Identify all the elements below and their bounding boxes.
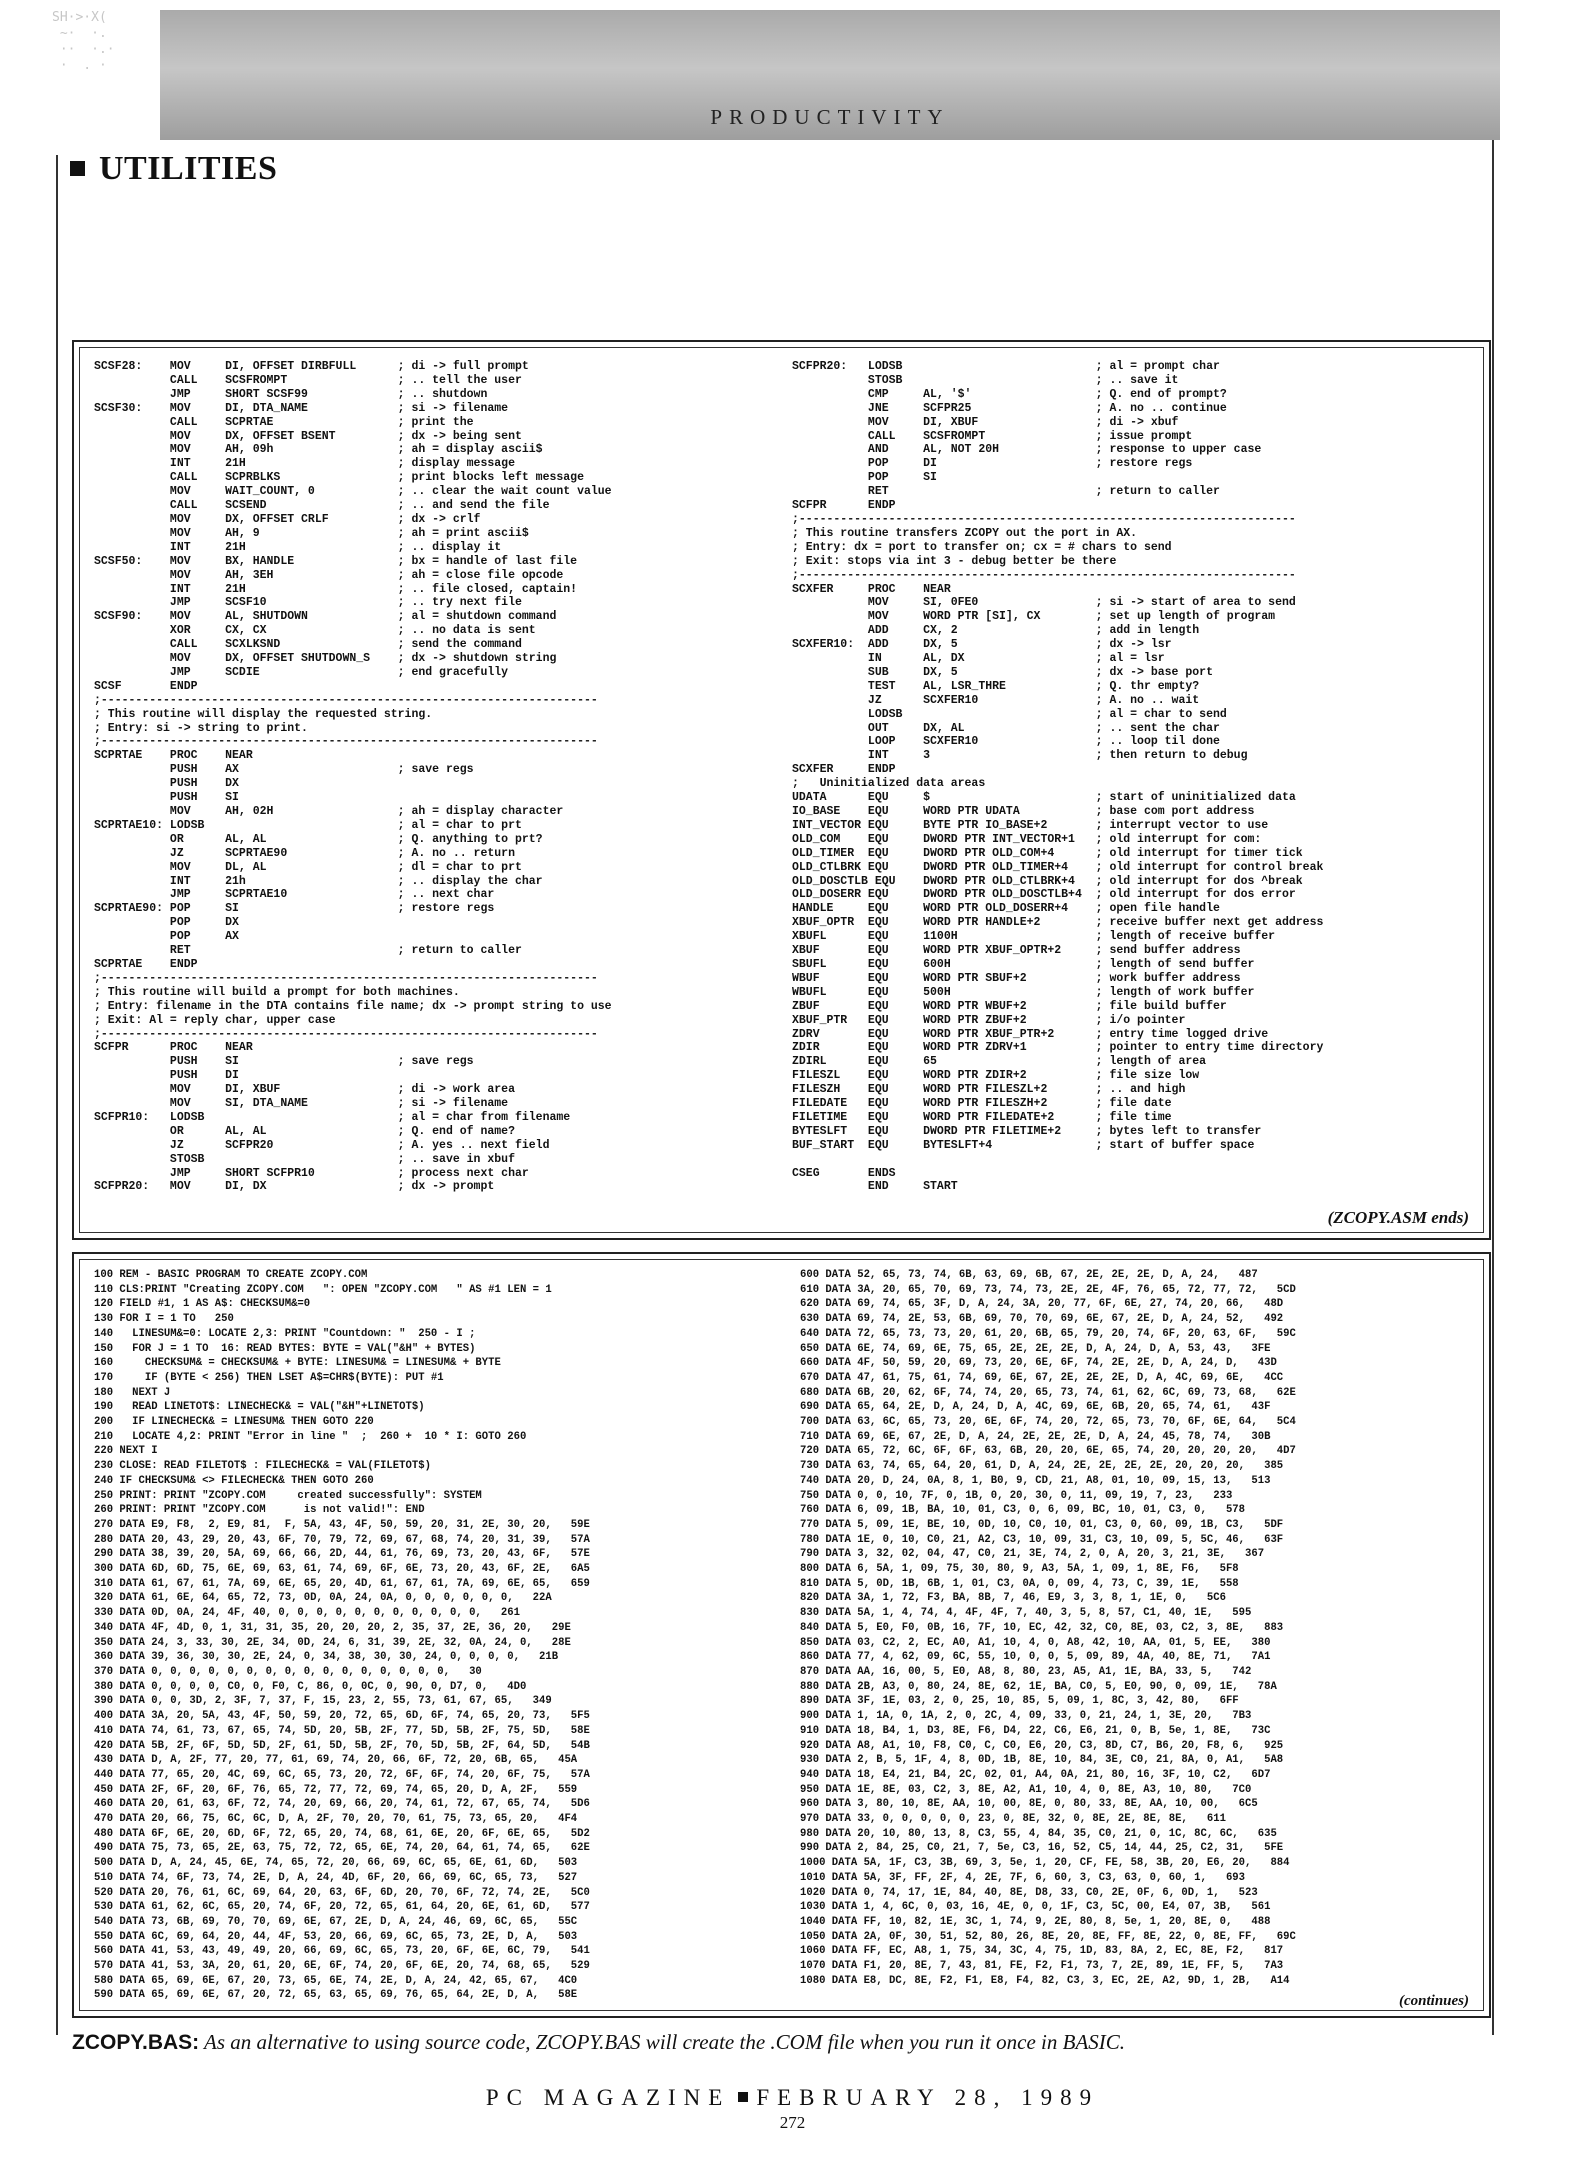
category-heading (70, 150, 277, 188)
asm-end-tag: (ZCOPY.ASM ends) (1327, 1208, 1469, 1227)
bas-listing-box (72, 1252, 1491, 2018)
caption-text: As an alternative to using source code, ZCOPY.BAS will create the .COM file when you run it once in BASIC. (199, 2030, 1126, 2054)
scan-artifact: SH·>·X( ~· ·. ·· ·.· · . · (52, 10, 115, 73)
bas-listing-left: 100 REM - BASIC PROGRAM TO CREATE ZCOPY.COM 110 CLS:PRINT "Creating ZCOPY.COM ": OPEN "ZCOPY.COM " AS #1 LEN = 1 120 FIELD #1, 1 AS A$: CHECKSUM&=0 130 FOR I = 1 TO 250 140 LINESUM&=0: LOCATE 2,3: PRINT "Countdown: " 250 - I ; 150 FOR J = 1 TO 16: READ BYTES: BYTE = VAL("&H" + BYTES) 160 CHECKSUM& = CHECKSUM& + BYTE: LINESUM& = LINESUM& + BYTE 170 IF (BYTE < 256) THEN LSET A$=CHR$(BYTE): PUT #1 180 NEXT J 190 READ LINETOT$: LINECHECK& = VAL("&H"+LINETOT$) 200 IF LINECHECK& = LINESUM& THEN GOTO 220 210 LOCATE 4,2: PRINT "Error in line " ; 260 + 10 * I: GOTO 260 220 NEXT I 230 CLOSE: READ FILETOT$ : FILECHECK& = VAL(FILETOT$) 240 IF CHECKSUM& <> FILECHECK& THEN GOTO 260 250 PRINT: PRINT "ZCOPY.COM created successfully": SYSTEM 260 PRINT: PRINT "ZCOPY.COM is not valid!": END 270 DATA E9, F8, 2, E9, 81, F, 5A, 43, 4F, 50, 59, 20, 31, 2E, 30, 20, 59E 280 DATA 20, 43, 29, 20, 43, 6F, 70, 79, 72, 69, 67, 68, 74, 20, 31, 39, 57A 290 DATA 38, 39, 20, 5A, 69, 66, 66, 2D, 44, 61, 76, 69, 73, 20, 43, 6F, 57E 300 DATA 6D, 6D, 75, 6E, 69, 63, 61, 74, 69, 6F, 6E, 73, 20, 43, 6F, 2E, 6A5 310 DATA 61, 67, 61, 7A, 69, 6E, 65, 20, 4D, 61, 67, 61, 7A, 69, 6E, 65, 659 320 DATA 61, 6E, 64, 65, 72, 73, 0D, 0A, 24, 0A, 0, 0, 0, 0, 0, 0, 22A 330 DATA 0D, 0A, 24, 4F, 40, 0, 0, 0, 0, 0, 0, 0, 0, 0, 0, 0, 261 340 DATA 4F, 4D, 0, 1, 31, 31, 35, 20, 20, 20, 2, 35, 37, 2E, 36, 20, 29E 350 DATA 24, 3, 33, 30, 2E, 34, 0D, 24, 6, 31, 39, 2E, 32, 0A, 24, 0, 28E 360 DATA 39, 36, 30, 30, 2E, 24, 0, 34, 38, 30, 30, 24, 0, 0, 0, 0, 21B 370 DATA 0, 0, 0, 0, 0, 0, 0, 0, 0, 0, 0, 0, 0, 0, 0, 0, 30 380 DATA 0, 0, 0, 0, C0, 0, F0, C, 86, 0, 0C, 0, 90, 0, D7, 0, 4D0 390 DATA 0, 0, 3D, 2, 3F, 7, 37, F, 15, 23, 2, 55, 73, 61, 67, 65, 349 400 DATA 3A, 20, 5A, 43, 4F, 50, 59, 20, 72, 65, 6D, 6F, 74, 65, 20, 73, 5F5 410 DATA 74, 61, 73, 67, 65, 74, 5D, 20, 5B, 2F, 77, 5D, 5B, 2F, 75, 5D, 58E 420 DATA 5B, 2F, 6F, 5D, 5D, 2F, 61, 5D, 5B, 2F, 70, 5D, 5B, 2F, 64, 5D, 54B 430 DATA D, A, 2F, 77, 20, 77, 61, 69, 74, 20, 66, 6F, 72, 20, 6B, 65, 45A 440 DATA 77, 65, 20, 4C, 69, 6C, 65, 73, 20, 72, 6F, 6F, 74, 20, 6F, 75, 57A 450 DATA 2F, 6F, 20, 6F, 76, 65, 72, 77, 72, 69, 74, 65, 20, D, A, 2F, 559 460 DATA 20, 61, 63, 6F, 72, 74, 20, 69, 66, 20, 74, 61, 72, 67, 65, 74, 5D6 470 DATA 20, 66, 75, 6C, 6C, D, A, 2F, 70, 20, 70, 61, 75, 73, 65, 20, 4F4 480 DATA 6F, 6E, 20, 6D, 6F, 72, 65, 20, 74, 68, 61, 6E, 20, 6F, 6E, 65, 5D2 490 DATA 75, 73, 65, 2E, 63, 75, 72, 72, 65, 6E, 74, 20, 64, 61, 74, 65, 62E 500 DATA D, A, 24, 45, 6E, 74, 65, 72, 20, 66, 69, 6C, 65, 6E, 61, 6D, 503 510 DATA 74, 6F, 73, 74, 2E, D, A, 24, 4D, 6F, 20, 66, 69, 6C, 65, 73, 527 520 DATA 20, 76, 61, 6C, 69, 64, 20, 63, 6F, 6D, 20, 70, 6F, 72, 74, 2E, 5C0 530 DATA 61, 62, 6C, 65, 20, 74, 6F, 20, 72, 65, 61, 64, 20, 6E, 61, 6D, 577 540 DATA 73, 6B, 69, 70, 70, 69, 6E, 67, 2E, D, A, 24, 46, 69, 6C, 65, 55C 550 DATA 6C, 69, 64, 20, 44, 4F, 53, 20, 66, 69, 6C, 65, 73, 2E, D, A, 503 560 DATA 41, 53, 43, 49, 49, 20, 66, 69, 6C, 65, 73, 20, 6F, 6E, 6C, 79, 541 570 DATA 41, 53, 3A, 20, 61, 20, 6E, 6F, 74, 20, 6F, 6E, 20, 74, 68, 65, 529 580 DATA 65, 69, 6E, 67, 20, 73, 65, 6E, 74, 2E, D, A, 24, 42, 65, 67, 4C0 590 DATA 65, 69, 6E, 67, 20, 72, 65, 63, 65, 69, 76, 65, 64, 2E, D, A, 58E (94, 1269, 590, 2002)
section-banner (160, 10, 1500, 140)
left-column-rule (56, 155, 58, 2035)
asm-listing-right: SCFPR20: LODSB ; al = prompt char STOSB ; .. save it CMP AL, '$' ; Q. end of prompt? JNE SCFPR25 ; A. no .. continue MOV DI, XBUF ; di -> xbuf CALL SCSFROMPT ; issue prompt AND AL, NOT 20H ; response to upper case POP DI ; restore regs POP SI RET ; return to caller SCFPR ENDP ;------------------------------------------------------------------------ ; This routine transfers ZCOPY out the port in AX. ; Entry: dx = port to transfer on; cx = # chars to send ; Exit: stops via int 3 - debug better be there ;------------------------------------------------------------------------ SCXFER PROC NEAR MOV SI, 0FE0 ; si -> start of area to send MOV WORD PTR [SI], CX ; set up length of program ADD CX, 2 ; add in length SCXFER10: ADD DX, 5 ; dx -> lsr IN AL, DX ; al = lsr SUB DX, 5 ; dx -> base port TEST AL, LSR_THRE ; Q. thr empty? JZ SCXFER10 ; A. no .. wait LODSB ; al = char to send OUT DX, AL ; .. sent the char LOOP SCXFER10 ; .. loop til done INT 3 ; then return to debug SCXFER ENDP ; Uninitialized data areas UDATA EQU $ ; start of uninitialized data IO_BASE EQU WORD PTR UDATA ; base com port address INT_VECTOR EQU BYTE PTR IO_BASE+2 ; interrupt vector to use OLD_COM EQU DWORD PTR INT_VECTOR+1 ; old interrupt for com: OLD_TIMER EQU DWORD PTR OLD_COM+4 ; old interrupt for timer tick OLD_CTLBRK EQU DWORD PTR OLD_TIMER+4 ; old interrupt for control break OLD_DOSCTLB EQU DWORD PTR OLD_CTLBRK+4 ; old interrupt for dos ^break OLD_DOSERR EQU DWORD PTR OLD_DOSCTLB+4 ; old interrupt for dos error HANDLE EQU WORD PTR OLD_DOSERR+4 ; open file handle XBUF_OPTR EQU WORD PTR HANDLE+2 ; receive buffer next get address XBUFL EQU 1100H ; length of receive buffer XBUF EQU WORD PTR XBUF_OPTR+2 ; send buffer address SBUFL EQU 600H ; length of send buffer WBUF EQU WORD PTR SBUF+2 ; work buffer address WBUFL EQU 500H ; length of work buffer ZBUF EQU WORD PTR WBUF+2 ; file build buffer XBUF_PTR EQU WORD PTR ZBUF+2 ; i/o pointer ZDRV EQU WORD PTR XBUF_PTR+2 ; entry time logged drive ZDIR EQU WORD PTR ZDRV+1 ; pointer to entry time directory ZDIRL EQU 65 ; length of area FILESZL EQU WORD PTR ZDIR+2 ; file size low FILESZH EQU WORD PTR FILESZL+2 ; .. and high FILEDATE EQU WORD PTR FILESZH+2 ; file date FILETIME EQU WORD PTR FILEDATE+2 ; file time BYTESLFT EQU DWORD PTR FILETIME+2 ; bytes left to transfer BUF_START EQU BYTESLFT+4 ; start of buffer space CSEG ENDS END START (792, 360, 1324, 1194)
asm-listing-left: SCSF28: MOV DI, OFFSET DIRBFULL ; di -> full prompt CALL SCSFROMPT ; .. tell the user JMP SHORT SCSF99 ; .. shutdown SCSF30: MOV DI, DTA_NAME ; si -> filename CALL SCPRTAE ; print the MOV DX, OFFSET BSENT ; dx -> being sent MOV AH, 09h ; ah = display ascii$ INT 21H ; display message CALL SCPRBLKS ; print blocks left message MOV WAIT_COUNT, 0 ; .. clear the wait count value CALL SCSEND ; .. and send the file MOV DX, OFFSET CRLF ; dx -> crlf MOV AH, 9 ; ah = print ascii$ INT 21H ; .. display it SCSF50: MOV BX, HANDLE ; bx = handle of last file MOV AH, 3EH ; ah = close file opcode INT 21H ; .. file closed, captain! JMP SCSF10 ; .. try next file SCSF90: MOV AL, SHUTDOWN ; al = shutdown command XOR CX, CX ; .. no data is sent CALL SCXLKSND ; send the command MOV DX, OFFSET SHUTDOWN_S ; dx -> shutdown string JMP SCDIE ; end gracefully SCSF ENDP ;------------------------------------------------------------------------ ; This routine will display the requested string. ; Entry: si -> string to print. ;------------------------------------------------------------------------ SCPRTAE PROC NEAR PUSH AX ; save regs PUSH DX PUSH SI MOV AH, 02H ; ah = display character SCPRTAE10: LODSB ; al = char to prt OR AL, AL ; Q. anything to prt? JZ SCPRTAE90 ; A. no .. return MOV DL, AL ; dl = char to prt INT 21h ; .. display the char JMP SCPRTAE10 ; .. next char SCPRTAE90: POP SI ; restore regs POP DX POP AX RET ; return to caller SCPRTAE ENDP ;------------------------------------------------------------------------ ; This routine will build a prompt for both machines. ; Entry: filename in the DTA contains file name; dx -> prompt string to use ; Exit: Al = reply char, upper case ;------------------------------------------------------------------------ SCFPR PROC NEAR PUSH SI ; save regs PUSH DI MOV DI, XBUF ; di -> work area MOV SI, DTA_NAME ; si -> filename SCFPR10: LODSB ; al = char from filename OR AL, AL ; Q. end of name? JZ SCFPR20 ; A. yes .. next field STOSB ; .. save in xbuf JMP SHORT SCFPR10 ; process next char SCFPR20: MOV DI, DX ; dx -> prompt (94, 360, 612, 1194)
asm-listing-box (72, 340, 1491, 1240)
figure-caption (72, 2030, 1125, 2055)
bas-listing-right: 600 DATA 52, 65, 73, 74, 6B, 63, 69, 6B, 67, 2E, 2E, 2E, D, A, 24, 487 610 DATA 3A, 20, 65, 70, 69, 73, 74, 73, 2E, 2E, 4F, 76, 65, 72, 77, 72, 5CD 620 DATA 69, 74, 65, 3F, D, A, 24, 3A, 20, 77, 6F, 6E, 27, 74, 20, 66, 48D 630 DATA 69, 74, 2E, 53, 6B, 69, 70, 70, 69, 6E, 67, 2E, D, A, 24, 52, 492 640 DATA 72, 65, 73, 73, 20, 61, 20, 6B, 65, 79, 20, 74, 6F, 20, 63, 6F, 59C 650 DATA 6E, 74, 69, 6E, 75, 65, 2E, 2E, 2E, D, A, 24, D, A, 53, 43, 3FE 660 DATA 4F, 50, 59, 20, 69, 73, 20, 6E, 6F, 74, 2E, 2E, D, A, 24, D, 43D 670 DATA 47, 61, 75, 61, 74, 69, 6E, 67, 2E, 2E, 2E, D, A, 4C, 69, 6E, 4CC 680 DATA 6B, 20, 62, 6F, 74, 74, 20, 65, 73, 74, 61, 62, 6C, 69, 73, 68, 62E 690 DATA 65, 64, 2E, D, A, 24, D, A, 4C, 69, 6E, 6B, 20, 65, 74, 61, 43F 700 DATA 63, 6C, 65, 73, 20, 6E, 6F, 74, 20, 72, 65, 73, 70, 6F, 6E, 64, 5C4 710 DATA 69, 6E, 67, 2E, D, A, 24, 2E, 2E, 2E, D, A, 24, 45, 78, 74, 30B 720 DATA 65, 72, 6C, 6F, 6F, 63, 6B, 20, 20, 6E, 65, 74, 20, 20, 20, 20, 4D7 730 DATA 63, 74, 65, 64, 20, 61, D, A, 24, 2E, 2E, 2E, 2E, 20, 20, 20, 385 740 DATA 20, D, 24, 0A, 8, 1, B0, 9, CD, 21, A8, 01, 10, 09, 15, 13, 513 750 DATA 0, 0, 10, 7F, 0, 1B, 0, 20, 30, 0, 11, 09, 19, 7, 23, 233 760 DATA 6, 09, 1B, BA, 10, 01, C3, 0, 6, 09, BC, 10, 01, C3, 0, 578 770 DATA 5, 09, 1E, BE, 10, 0D, 10, C0, 10, 01, C3, 0, 60, 09, 1B, C3, 5DF 780 DATA 1E, 0, 10, C0, 21, A2, C3, 10, 09, 31, C3, 10, 09, 5, 5C, 46, 63F 790 DATA 3, 32, 02, 04, 47, C0, 21, 3E, 74, 2, 0, A, 20, 3, 21, 3E, 367 800 DATA 6, 5A, 1, 09, 75, 30, 80, 9, A3, 5A, 1, 09, 1, 8E, F6, 5F8 810 DATA 5, 0D, 1B, 6B, 1, 01, C3, 0A, 0, 09, 4, 73, C, 39, 1E, 558 820 DATA 3A, 1, 72, F3, BA, 8B, 7, 46, E9, 3, 3, 8, 1, 1E, 0, 5C6 830 DATA 5A, 1, 4, 74, 4, 4F, 4F, 7, 40, 3, 5, 8, 57, C1, 40, 1E, 595 840 DATA 5, E0, F0, 0B, 16, 7F, 10, EC, 42, 32, C0, 8E, 03, C2, 3, 8E, 883 850 DATA 03, C2, 2, EC, A0, A1, 10, 4, 0, A8, 42, 10, AA, 01, 5, EE, 380 860 DATA 77, 4, 62, 09, 6C, 55, 10, 0, 0, 5, 09, 89, 4A, 40, 8E, 71, 7A1 870 DATA AA, 16, 00, 5, E0, A8, 8, 80, 23, A5, A1, 1E, BA, 33, 5, 742 880 DATA 2B, A3, 0, 80, 24, 8E, 62, 1E, BA, C0, 5, E0, 90, 0, 09, 1E, 78A 890 DATA 3F, 1E, 03, 2, 0, 25, 10, 85, 5, 09, 1, 8C, 3, 42, 80, 6FF 900 DATA 1, 1A, 0, 1A, 2, 0, 2C, 4, 09, 33, 0, 21, 24, 1, 3E, 20, 7B3 910 DATA 18, B4, 1, D3, 8E, F6, D4, 22, C6, E6, 21, 0, B, 5e, 1, 8E, 73C 920 DATA A8, A1, 10, F8, C0, C, C0, E6, 20, C3, 8D, C7, B6, 20, F8, 6, 925 930 DATA 2, B, 5, 1F, 4, 8, 0D, 1B, 8E, 10, 84, 3E, C0, 21, 8A, 0, A1, 5A8 940 DATA 18, E4, 21, B4, 2C, 02, 01, A4, 0A, 21, 80, 16, 3F, 10, C2, 6D7 950 DATA 1E, 8E, 03, C2, 3, 8E, A2, A1, 10, 4, 0, 8E, A3, 10, 80, 7C0 960 DATA 3, 80, 10, 8E, AA, 10, 00, 8E, 0, 80, 33, 8E, AA, 10, 00, 6C5 970 DATA 33, 0, 0, 0, 0, 0, 23, 0, 8E, 32, 0, 8E, 2E, 8E, 8E, 611 980 DATA 20, 10, 80, 13, 8, C3, 55, 4, 84, 35, C0, 21, 0, 1C, 8C, 6C, 635 990 DATA 2, 84, 25, C0, 21, 7, 5e, C3, 16, 52, C5, 14, 44, 25, C2, 31, 5FE 1000 DATA 5A, 1F, C3, 3B, 69, 3, 5e, 1, 20, CF, FE, 58, 3B, 20, E6, 20, 884 1010 DATA 5A, 3F, FF, 2F, 4, 2E, 7F, 6, 60, 3, C3, 63, 0, 60, 1, 693 1020 DATA 0, 74, 17, 1E, 84, 40, 8E, D8, 33, C0, 2E, 0F, 6, 0D, 1, 523 1030 DATA 1, 4, 6C, 0, 03, 16, 4E, 0, 0, 1F, C3, 5C, 00, E4, 07, 3B, 561 1040 DATA FF, 10, 82, 1E, 3C, 1, 74, 9, 2E, 80, 8, 5e, 1, 20, 8E, 0, 488 1050 DATA 2A, 0F, 30, 51, 52, 80, 26, 8E, 20, 8E, FF, 8E, 22, 0, 8E, FF, 69C 1060 DATA FF, EC, A8, 1, 75, 34, 3C, 4, 75, 1D, 83, 8A, 2, EC, 8E, F2, 817 1070 DATA F1, 20, 8E, 7, 43, 81, FE, F2, F1, 73, 7, 2E, 89, 1E, FF, 5, 7A3 1080 DATA E8, DC, 8E, F2, F1, E8, F4, 82, C3, 3, EC, 2E, A2, 9D, 1, 2B, A14 (800, 1269, 1296, 1987)
bullet-square-icon (70, 161, 85, 176)
caption-title: ZCOPY.BAS: (72, 2031, 200, 2054)
footer (0, 2085, 1585, 2111)
right-column-rule (1492, 140, 1494, 2035)
bas-continues-tag: (continues) (1398, 1993, 1469, 2009)
footer-separator-icon (738, 2092, 748, 2102)
section-title: PRODUCTIVITY (710, 105, 950, 129)
footer-date: FEBRUARY 28, 1989 (756, 2085, 1100, 2110)
category-label: UTILITIES (99, 150, 278, 187)
page-number: 272 (779, 2113, 806, 2132)
footer-magazine: PC MAGAZINE (485, 2085, 731, 2110)
